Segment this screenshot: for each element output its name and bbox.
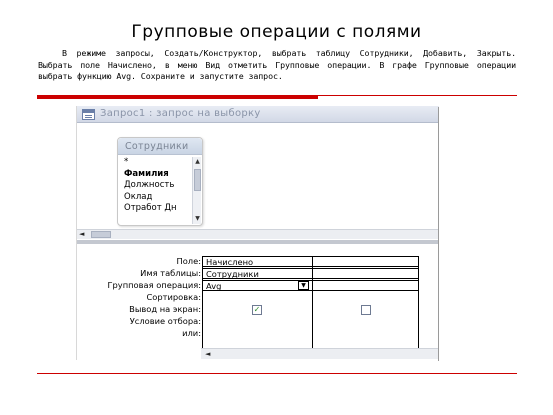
row-label-table: Имя таблицы: <box>140 268 201 278</box>
group-op-cell[interactable]: Avg <box>202 280 313 291</box>
design-grid <box>77 244 439 360</box>
table-pane-hscrollbar[interactable] <box>77 229 439 239</box>
row-label-sort: Сортировка: <box>146 292 201 302</box>
table-pane <box>77 123 439 229</box>
row-label-group-op: Групповая операция: <box>107 280 201 290</box>
scroll-down-icon[interactable]: ▼ <box>195 215 200 222</box>
field-item-salary[interactable]: Оклад <box>124 191 153 202</box>
table-box-name: Сотрудники <box>125 141 189 152</box>
field-list <box>124 157 190 215</box>
chevron-down-icon[interactable]: ▼ <box>298 281 309 290</box>
field-cell[interactable]: Начислено <box>202 256 313 267</box>
table-name-cell[interactable]: Сотрудники <box>202 268 313 279</box>
table-box-header[interactable] <box>118 138 202 155</box>
show-checkbox-col1[interactable] <box>252 305 262 315</box>
table-fieldlist-box[interactable] <box>117 137 203 226</box>
red-accent-bar <box>37 95 318 99</box>
row-label-criteria: Условие отбора: <box>129 316 201 326</box>
grid-hscrollbar[interactable] <box>201 348 439 359</box>
query-document-icon <box>82 109 95 120</box>
window-right-border <box>438 107 439 361</box>
row-label-show: Вывод на экран: <box>129 304 201 314</box>
field-item-all[interactable]: * <box>124 157 129 167</box>
field-item-days-worked[interactable]: Отработ Дн <box>124 203 177 213</box>
field-cell-col2[interactable] <box>312 256 419 267</box>
window-titlebar[interactable] <box>77 106 439 123</box>
red-divider-top <box>318 95 517 96</box>
row-label-field: Поле: <box>176 256 201 266</box>
row-label-or: или: <box>182 328 201 338</box>
group-op-cell-col2[interactable] <box>312 280 419 291</box>
field-item-surname[interactable]: Фамилия <box>124 168 169 179</box>
slide-instructions: В режиме запросы, Создать/Конструктор, выбрать таблицу Сотрудники, Добавить, Закрыть. Выбрать поле Начислено, в меню Вид отметить Групповые операции. В графе Групповые операции выбрать функцию Avg. Сохраните и запустите запрос. <box>38 48 516 81</box>
check-mark-icon: ✓ <box>253 305 261 314</box>
field-list-scrollbar[interactable] <box>192 157 201 224</box>
field-item-position[interactable]: Должность <box>124 180 175 190</box>
slide-title: Групповые операции с полями <box>131 22 422 42</box>
query-window <box>76 106 438 360</box>
scroll-left-icon[interactable]: ◄ <box>79 230 85 238</box>
hscroll-thumb[interactable] <box>91 231 111 238</box>
scroll-thumb[interactable] <box>194 169 201 191</box>
show-checkbox-col2[interactable] <box>361 305 371 315</box>
table-name-cell-col2[interactable] <box>312 268 419 279</box>
red-divider-bottom <box>37 373 517 374</box>
window-title: Запрос1 : запрос на выборку <box>100 108 261 119</box>
scroll-up-icon[interactable]: ▲ <box>195 158 200 165</box>
grid-scroll-left-icon[interactable]: ◄ <box>205 350 211 358</box>
